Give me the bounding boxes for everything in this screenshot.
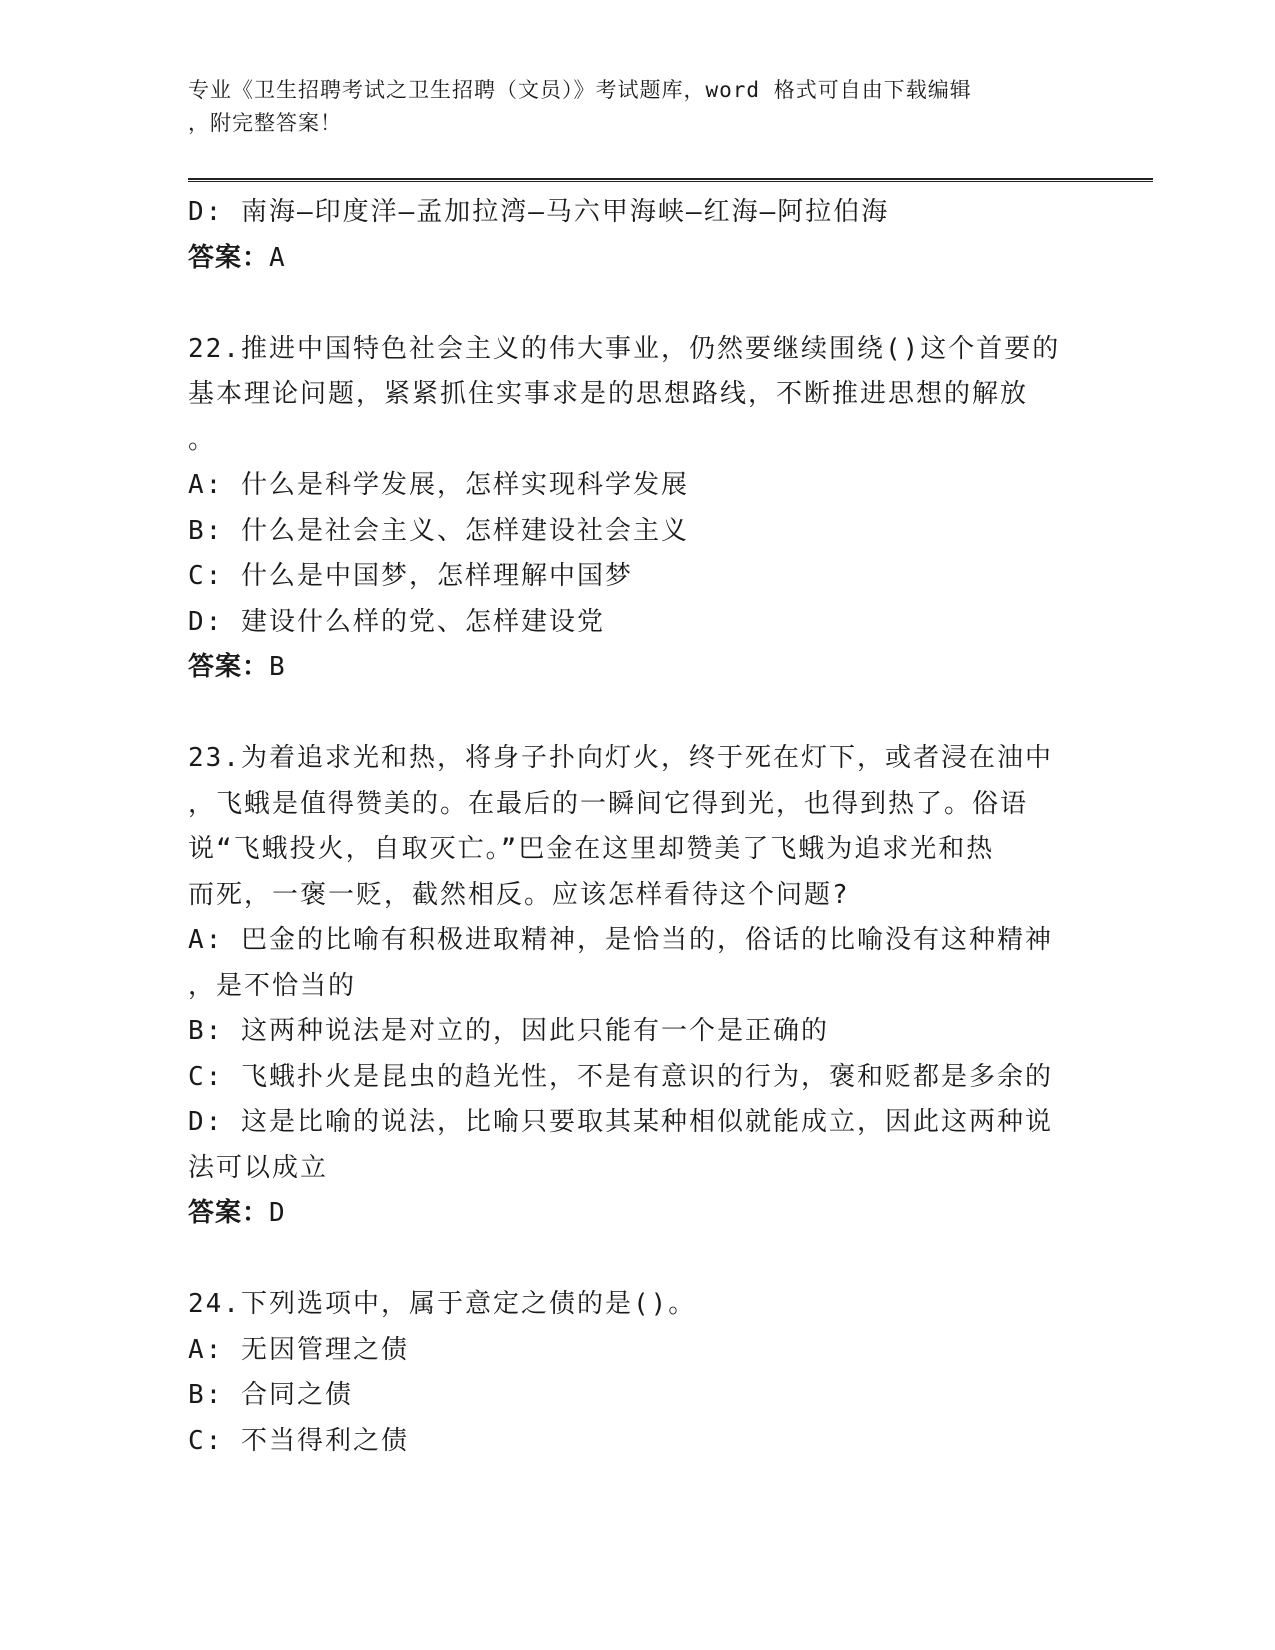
answer-label: 答案： <box>188 652 270 682</box>
document-body <box>188 190 1078 1464</box>
option-c: C: 不当得利之债 <box>188 1425 409 1456</box>
option-b: B: 合同之债 <box>188 1380 353 1410</box>
option-d: D: 南海—印度洋—孟加拉湾—马六甲海峡—红海—阿拉伯海 <box>188 197 890 227</box>
option-b: B: 什么是社会主义、怎样建设社会主义 <box>188 515 689 546</box>
answer-line <box>188 645 1078 691</box>
header-title-line-1: 专业《卫生招聘考试之卫生招聘（文员）》考试题库，word 格式可自由下载编辑 <box>188 78 972 102</box>
question-21-tail <box>188 190 1078 281</box>
question-stem-line: 24.下列选项中，属于意定之债的是()。 <box>188 1289 697 1319</box>
question-24 <box>188 1282 1078 1464</box>
document-header <box>188 74 1088 140</box>
option-a: A: 什么是科学发展，怎样实现科学发展 <box>188 470 689 500</box>
spacer <box>188 1237 1078 1283</box>
question-stem-line: 而死，一褒一贬，截然相反。应该怎样看待这个问题? <box>188 879 850 910</box>
spacer <box>188 691 1078 737</box>
question-stem-line: 23.为着追求光和热，将身子扑向灯火，终于死在灯下，或者浸在油中 <box>188 743 1053 773</box>
question-stem-line: 基本理论问题，紧紧抓住实事求是的思想路线，不断推进思想的解放 <box>188 379 1029 409</box>
option-a-continued: ，是不恰当的 <box>188 970 357 1001</box>
answer-label: 答案： <box>188 1198 270 1228</box>
option-d-continued: 法可以成立 <box>188 1152 329 1183</box>
question-23 <box>188 736 1078 1237</box>
question-stem-line: ，飞蛾是值得赞美的。在最后的一瞬间它得到光，也得到热了。俗语 <box>188 788 1029 819</box>
header-divider <box>188 178 1153 182</box>
spacer <box>188 281 1078 327</box>
question-22 <box>188 327 1078 691</box>
option-d: D: 这是比喻的说法，比喻只要取其某种相似就能成立，因此这两种说 <box>188 1107 1053 1137</box>
header-title-line-2: ，附完整答案！ <box>188 111 342 135</box>
option-a: A: 巴金的比喻有积极进取精神，是恰当的，俗话的比喻没有这种精神 <box>188 925 1053 955</box>
question-stem-line: 。 <box>188 424 217 455</box>
answer-line <box>188 1191 1078 1237</box>
question-stem-line: 22.推进中国特色社会主义的伟大事业，仍然要继续围绕()这个首要的 <box>188 333 1061 364</box>
option-c: C: 什么是中国梦，怎样理解中国梦 <box>188 561 633 591</box>
answer-label: 答案： <box>188 242 270 273</box>
answer-value: D <box>269 1198 287 1228</box>
question-stem-line: 说“飞蛾投火，自取灭亡。”巴金在这里却赞美了飞蛾为追求光和热 <box>188 834 995 864</box>
answer-value: B <box>269 652 287 682</box>
option-b: B: 这两种说法是对立的，因此只能有一个是正确的 <box>188 1016 829 1046</box>
answer-value: A <box>269 242 287 273</box>
answer-line <box>188 236 1078 282</box>
option-c: C: 飞蛾扑火是昆虫的趋光性，不是有意识的行为，褒和贬都是多余的 <box>188 1061 1053 1092</box>
option-a: A: 无因管理之债 <box>188 1334 409 1365</box>
option-d: D: 建设什么样的党、怎样建设党 <box>188 606 605 637</box>
